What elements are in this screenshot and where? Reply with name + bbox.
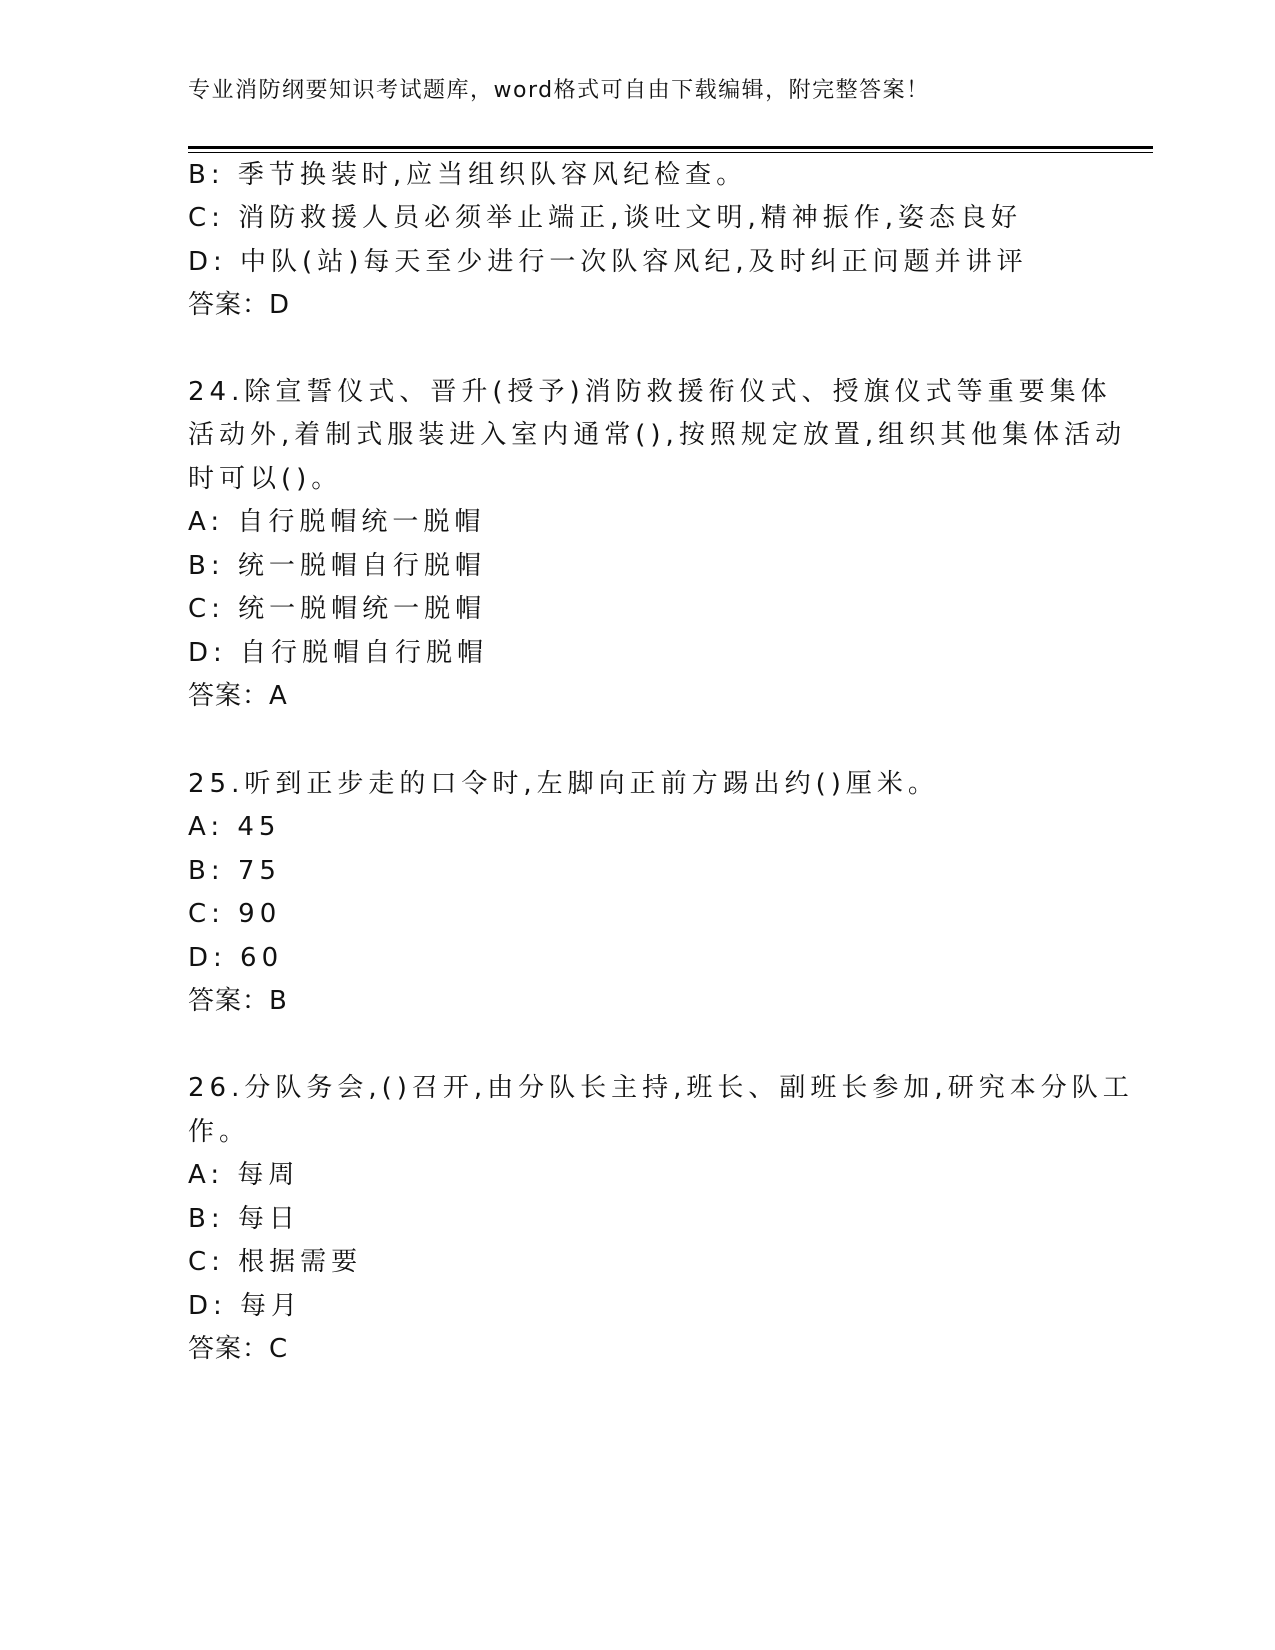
option-a: A: 45 [188, 812, 281, 842]
option-d: D: 60 [188, 943, 284, 973]
option-b: B: 季节换装时,应当组织队容风纪检查。 [188, 160, 748, 190]
option-c: C: 90 [188, 899, 282, 929]
answer-text: 答案：D [188, 290, 291, 320]
header-rule-thick [188, 146, 1153, 149]
option-b: B: 每日 [188, 1204, 300, 1234]
answer-text: 答案：A [188, 681, 288, 711]
header-rule-thin [188, 152, 1153, 153]
option-b: B: 统一脱帽自行脱帽 [188, 551, 486, 581]
page-header: 专业消防纲要知识考试题库，word格式可自由下载编辑，附完整答案！ [188, 78, 930, 103]
option-d: D: 中队(站)每天至少进行一次队容风纪,及时纠正问题并讲评 [188, 247, 1028, 277]
option-c: C: 根据需要 [188, 1247, 363, 1277]
option-c: C: 消防救援人员必须举止端正,谈吐文明,精神振作,姿态良好 [188, 203, 1022, 233]
option-d: D: 每月 [188, 1291, 303, 1321]
question-stem-line: 时可以()。 [188, 464, 343, 494]
option-d: D: 自行脱帽自行脱帽 [188, 638, 489, 668]
question-stem-line: 24.除宣誓仪式、晋升(授予)消防救援衔仪式、授旗仪式等重要集体 [188, 377, 1112, 407]
answer-text: 答案：B [188, 986, 288, 1016]
option-a: A: 自行脱帽统一脱帽 [188, 507, 486, 537]
question-stem-line: 25.听到正步走的口令时,左脚向正前方踢出约()厘米。 [188, 769, 939, 799]
question-stem-line: 作。 [188, 1117, 251, 1147]
option-c: C: 统一脱帽统一脱帽 [188, 594, 487, 624]
question-stem-line: 活动外,着制式服装进入室内通常(),按照规定放置,组织其他集体活动 [188, 420, 1127, 450]
option-a: A: 每周 [188, 1160, 300, 1190]
option-b: B: 75 [188, 856, 281, 886]
question-stem-line: 26.分队务会,()召开,由分队长主持,班长、副班长参加,研究本分队工 [188, 1073, 1134, 1103]
answer-text: 答案：C [188, 1334, 289, 1364]
